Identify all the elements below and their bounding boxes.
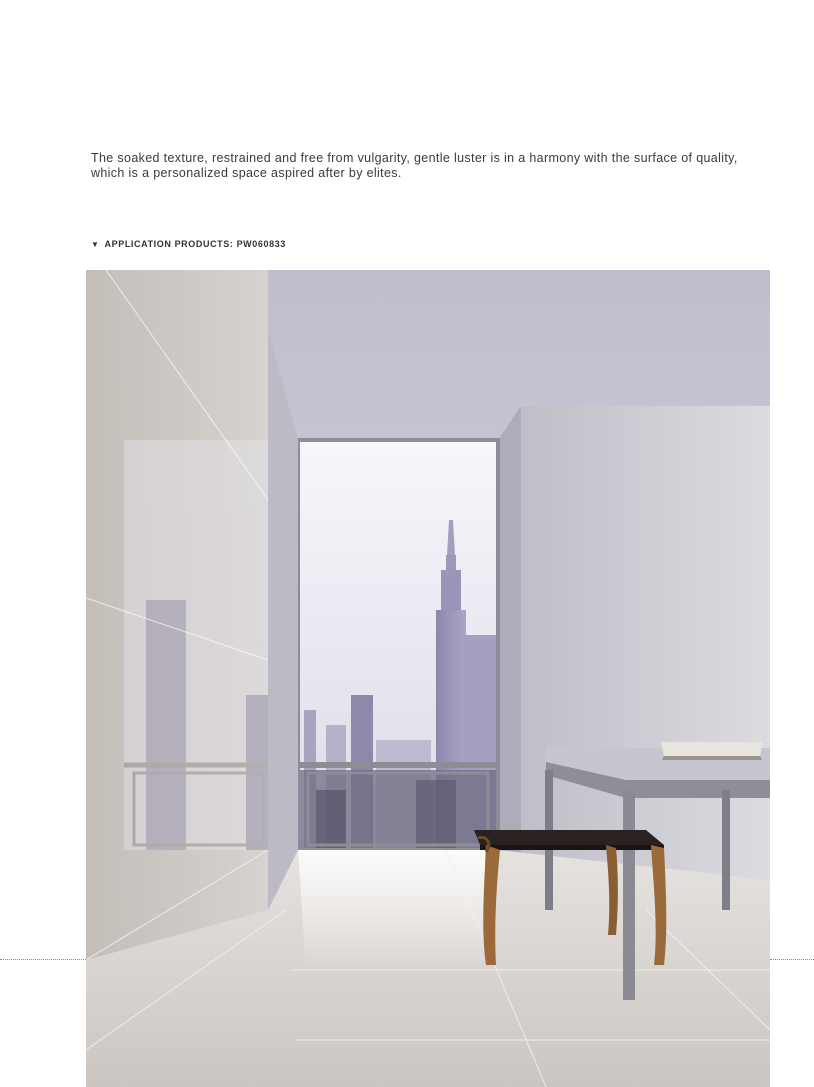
interior-photo (86, 270, 770, 1087)
triangle-down-icon: ▼ (91, 240, 100, 249)
intro-line-1: The soaked texture, restrained and free from vulgarity, gentle luster is in a harmony with the surface of quality, (91, 151, 738, 165)
page-divider-right (770, 959, 814, 960)
application-products-heading (91, 239, 286, 249)
intro-paragraph (91, 151, 771, 181)
wall-reflection (124, 440, 268, 850)
intro-line-2: which is a personalized space aspired after by elites. (91, 166, 402, 180)
interior-photo-drawing (86, 270, 770, 1087)
page-divider-left (0, 959, 86, 960)
application-products-label: APPLICATION PRODUCTS: PW060833 (104, 239, 286, 249)
floor-glare (298, 850, 498, 970)
